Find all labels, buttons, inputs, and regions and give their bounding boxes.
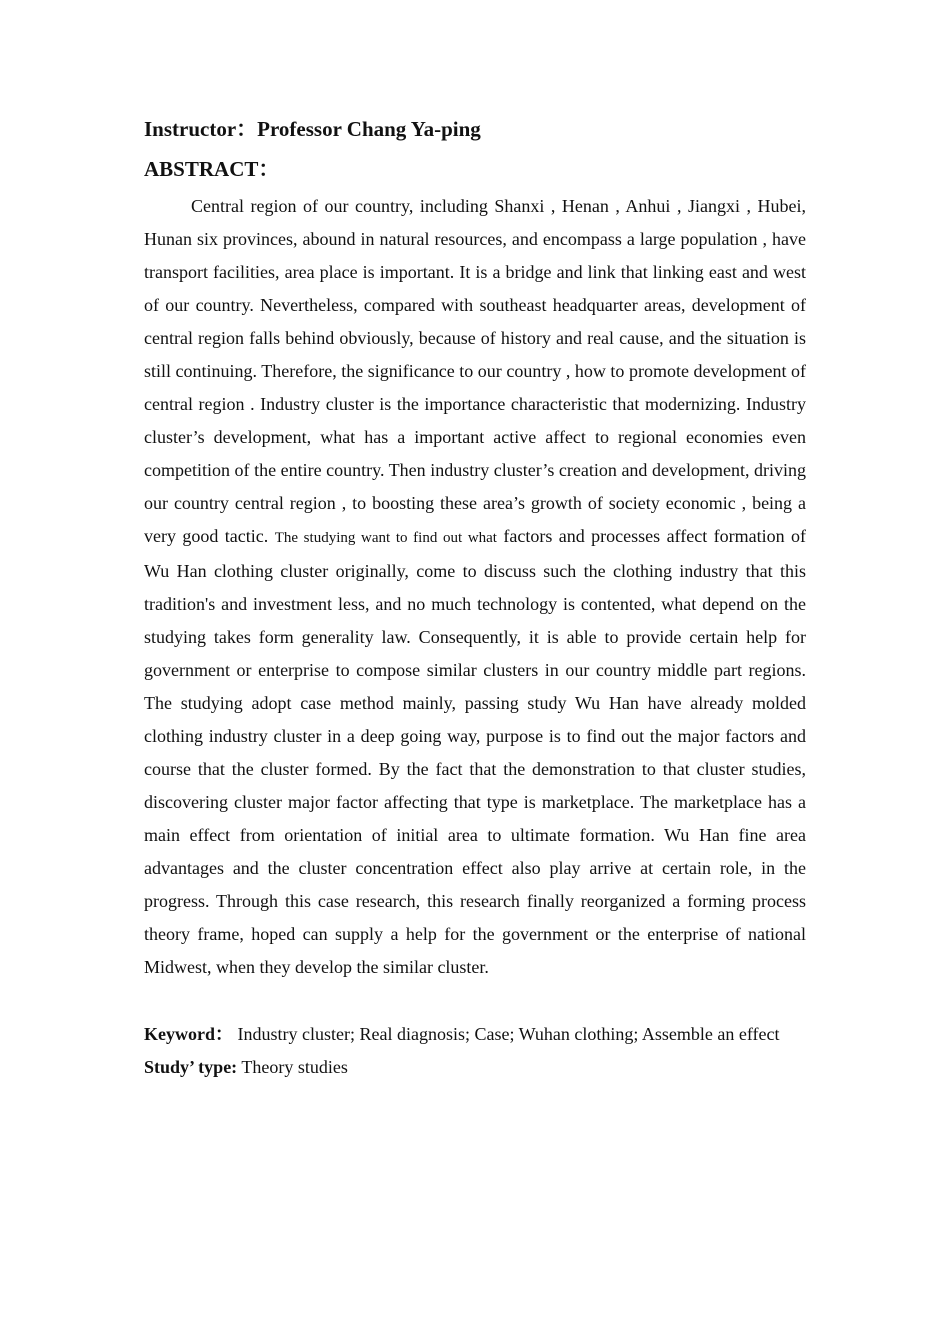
study-type-line (144, 1051, 806, 1084)
instructor-label: Instructor： (144, 117, 258, 141)
abstract-body (144, 190, 806, 984)
abstract-text-part3: factors and processes affect formation of Wu Han clothing cluster originally, come to discuss such the clothing industry that this tradition's and investment less, and no much technology is contented, what depend on the studying takes form generality law. Consequently, it is able to provide certain help for government or enterprise to compose similar clusters in our country middle part regions. The studying adopt case method mainly, passing study Wu Han have already molded clothing industry cluster in a deep going way, purpose is to find out the major factors and course that the cluster formed. By the fact that the demonstration to that cluster studies, discovering cluster major factor affecting that type is marketplace. The marketplace has a main effect from orientation of initial area to ultimate formation. Wu Han fine area advantages and the cluster concentration effect also play arrive at certain role, in the progress. Through this case research, this research finally reorganized a forming process theory frame, hoped can supply a help for the government or the enterprise of national Midwest, when they develop the similar cluster. (144, 526, 806, 977)
keyword-line (144, 1018, 806, 1051)
instructor-line (144, 112, 806, 146)
abstract-text-part1: Central region of our country, including Shanxi , Henan , Anhui , Jiangxi , Hubei, Hunan six provinces, abound in natural resources, and encompass a large population , have transport facilities, area place is important. It is a bridge and link that linking east and west of our country. Nevertheless, compared with southeast headquarter areas, development of central region falls behind obviously, because of history and real cause, and the situation is still continuing. Therefore, the significance to our country , how to promote development of central region . Industry cluster is the importance characteristic that modernizing. Industry cluster’s development, what has a important active affect to regional economies even competition of the entire country. Then industry cluster’s creation and development, driving our country central region , to boosting these area’s growth of society economic , being a very good tactic. (144, 196, 806, 546)
keyword-value: Industry cluster; Real diagnosis; Case; Wuhan clothing; Assemble an effect (233, 1024, 780, 1044)
document-page (144, 112, 806, 1084)
abstract-heading: ABSTRACT： (144, 157, 280, 181)
study-type-label: Study’ type: (144, 1057, 238, 1077)
keyword-label: Keyword： (144, 1024, 233, 1044)
study-type-value: Theory studies (237, 1057, 348, 1077)
abstract-text-small: The studying want to find out what (274, 530, 497, 546)
instructor-name: Professor Chang Ya-ping (257, 117, 481, 141)
